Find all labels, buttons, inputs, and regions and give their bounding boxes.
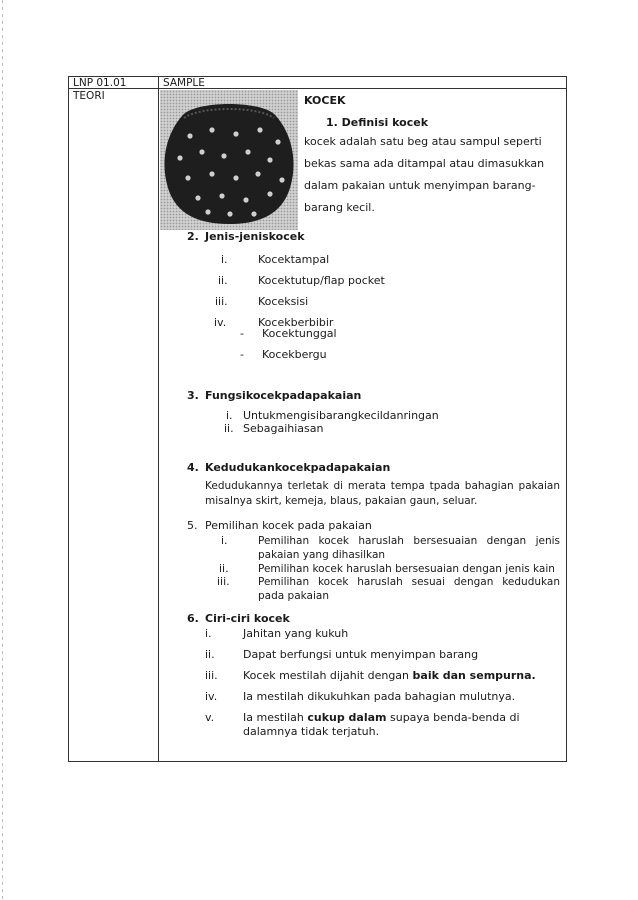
section-3-number: 3. [187,389,199,402]
s5-item-1-num: i. [221,534,228,547]
s6-item-1-num: i. [205,627,212,640]
s6-item-2-num: ii. [205,648,215,661]
s2-item-1: Kocektampal [258,253,330,266]
s6-item-3: Kocek mestilah dijahit dengan baik dan sempurna. [243,669,536,682]
section-3-heading: Fungsikocekpadapakaian [205,389,362,402]
definition-line-1: kocek adalah satu beg atau sampul seperti [304,135,542,148]
s2-item-1-num: i. [221,253,228,266]
definition-line-4: barang kecil. [304,201,375,214]
definition-line-2: bekas sama ada ditampal atau dimasukkan [304,157,545,170]
s3-item-1: Untukmengisibarangkecildanringan [243,409,439,422]
section-1-heading: 1. Definisi kocek [326,116,429,129]
lnp-code: LNP 01.01 [73,77,127,89]
scan-edge-artifact [2,0,3,900]
s5-item-3-num: iii. [217,575,230,588]
section-2-heading: Jenis-jeniskocek [205,230,305,243]
s2-item-3-num: iii. [215,295,228,308]
header-row-divider [68,88,567,89]
page-title: KOCEK [304,94,346,107]
s6-item-5-num: v. [205,711,215,724]
s5-item-2: Pemilihan kocek haruslah bersesuaian dengan jenis kain [258,563,555,575]
s6-item-4-num: iv. [205,690,218,703]
sample-label: SAMPLE [163,77,205,89]
s5-item-2-num: ii. [219,562,229,575]
teori-label: TEORI [73,90,105,102]
s6-item-3-num: iii. [205,669,218,682]
s6-item-5: Ia mestilah cukup dalam supaya benda-benda di [243,711,520,724]
s2-sub-2: Kocekbergu [262,348,327,361]
section-2-number: 2. [187,230,199,243]
s3-item-2: Sebagaihiasan [243,422,324,435]
s2-item-4-num: iv. [214,316,227,329]
s2-item-2-num: ii. [218,274,228,287]
s3-item-1-num: i. [226,409,233,422]
s2-sub-1-dash: - [240,327,244,340]
section-4-heading: Kedudukankocekpadapakaian [205,461,391,474]
s2-sub-1: Kocektunggal [262,327,337,340]
pocket-sample-image [160,90,298,230]
definition-line-3: dalam pakaian untuk menyimpan barang- [304,179,536,192]
section-5-number: 5. [187,519,198,532]
s6-item-1: Jahitan yang kukuh [243,627,349,640]
section-6-heading: Ciri-ciri kocek [205,612,290,625]
s6-item-4: Ia mestilah dikukuhkan pada bahagian mulutnya. [243,690,516,703]
s3-item-2-num: ii. [224,422,234,435]
s2-item-4: Kocekberbibir [258,316,334,329]
section-4-number: 4. [187,461,199,474]
s5-item-1: Pemilihan kocek haruslah bersesuaian dengan jenis pakaian yang dihasilkan [258,535,560,561]
s2-sub-2-dash: - [240,348,244,361]
s5-item-3: Pemilihan kocek haruslah sesuai dengan kedudukan pada pakaian [258,576,560,602]
s2-item-2: Kocektutup/flap pocket [258,274,385,287]
section-5-heading: Pemilihan kocek pada pakaian [205,519,372,532]
section-6-number: 6. [187,612,199,625]
column-divider [158,76,159,762]
s2-item-3: Koceksisi [258,295,309,308]
s6-item-2: Dapat berfungsi untuk menyimpan barang [243,648,479,661]
s4-text: Kedudukannya terletak di merata tempa tpada bahagian pakaian misalnya skirt, kemeja, blaus, pakaian gaun, seluar. [205,480,560,507]
s6-item-5-line-2: dalamnya tidak terjatuh. [243,725,380,738]
